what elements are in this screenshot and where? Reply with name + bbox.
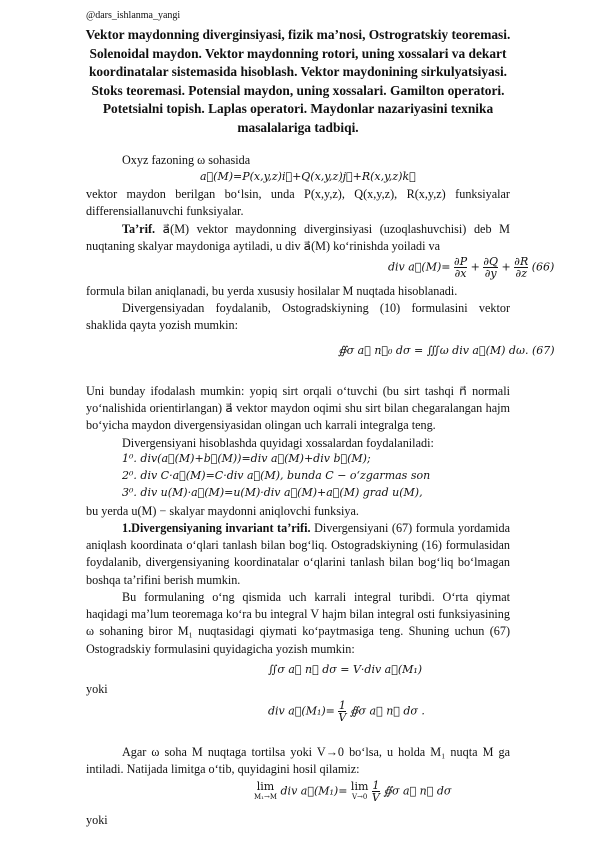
- equation-vector-field: a⃗(M)=P(x,y,z)i⃗+Q(x,y,z)j⃗+R(x,y,z)k⃗: [200, 170, 416, 183]
- definition-paragraph: [86, 221, 510, 255]
- paragraph-properties-intro: Divergensiyani hisoblashda quyidagi xossalardan foydalaniladi:: [122, 436, 434, 450]
- paragraph-mean-value: Bu formulaning o‘ng qismida uch karrali integral turibdi. O‘rta qiymat haqidagi ma’lum teoremaga ko‘ra bu integral V hajm bilan integral osti funksiyasining ω sohaning biror M₁ nuqtasidagi qiymati ko‘paytmasiga teng. Shuning uchun (67) Ostogradskiy formulasini quyidagicha yozish mumkin:: [86, 590, 510, 656]
- equation-70: [254, 780, 451, 803]
- invariant-definition-paragraph: [86, 520, 510, 589]
- eq70-right: ∯σ a⃗ n⃗ dσ: [383, 784, 452, 798]
- property-2: 2⁰. div C·a⃗(M)=C·div a⃗(M), bunda C − o‘zgarmas son: [122, 469, 431, 482]
- eq66-frac-p: $\frac{\partial P}{\partial x}$: [454, 255, 468, 280]
- paragraph-ostrogradsky: Divergensiyadan foydalanib, Ostogradskiyning (10) formulasini vektor shaklida qayta yozish mumkin:: [86, 301, 510, 333]
- invariant-label: 1.Divergensiyaning invariant ta’rifi.: [122, 521, 311, 535]
- property-1: 1⁰. div(a⃗(M)+b⃗(M))=div a⃗(M)+div b⃗(M);: [122, 452, 371, 465]
- eq66-number: (66): [531, 260, 555, 274]
- eq69-rhs: ∯σ a⃗ n⃗ dσ .: [349, 704, 425, 718]
- equation-68: ∬σ a⃗ n⃗ dσ = V·div a⃗(M₁): [268, 663, 423, 676]
- paragraph-flux: Uni bunday ifodalash mumkin: yopiq sirt orqali o‘tuvchi (bu sirt tashqi n⃗ normali yo‘nalishida orientirlangan) a⃗ vektor maydon oqimi shu sirt bilan chegaralangan hajm bo‘yicha maydon divergensiyasidan olingan uch karrali integralga teng.: [86, 384, 510, 433]
- page-title: Vektor maydonning diverginsiyasi, fizik ma’nosi, Ostrogratskiy teoremasi. Solenoidal maydon. Vektor maydonning rotori, uning xossalari va dekart koordinatalar sistemasida hisoblash. Vektor maydonining sirkulyatsiyasi. Stoks teoremasi. Potensial maydon, uning xossalari. Gamilton operatori. Potetsialni topish. Laplas operatori. Maydonlar nazariyasini texnika masalalariga tadbiqi.: [85, 27, 511, 135]
- yoki-2: yoki: [86, 813, 108, 827]
- paragraph-partials: formula bilan aniqlanadi, bu yerda xususiy hosilalar M nuqtada hisoblanadi.: [86, 284, 458, 298]
- property-3: 3⁰. div u(M)·a⃗(M)=u(M)·div a⃗(M)+a⃗(M) grad u(M),: [122, 486, 423, 499]
- limit-left: lim M₁→M: [254, 779, 278, 801]
- eq69-frac: $\frac{1}{V}$: [338, 699, 347, 724]
- equation-69: [268, 700, 425, 723]
- paragraph-limit: Agar ω soha M nuqtaga tortilsa yoki V→0 bo‘lsa, u holda M₁ nuqta M ga intiladi. Natijada limitga o‘tib, quyidagini hosil qilamiz:: [86, 745, 510, 777]
- eq66-frac-r: $\frac{\partial R}{\partial z}$: [514, 255, 529, 280]
- eq69-lhs: div a⃗(M₁)=: [268, 704, 335, 718]
- eq70-left: div a⃗(M₁)=: [280, 784, 348, 798]
- equation-67: ∯σ a⃗ n⃗₀ dσ = ∭ω div a⃗(M) dω. (67): [338, 344, 555, 357]
- eq66-frac-q: $\frac{\partial Q}{\partial y}$: [483, 255, 499, 280]
- yoki-1: yoki: [86, 682, 108, 696]
- invariant-text: Divergensiyani (67) formula yordamida aniqlash koordinata o‘qlari tanlash bilan bog‘liq. Ostogradskiyning (16) formulasidan foydalanib, divergensiyaning koordinatalar o‘qlarini tanlash bilan bog‘liq bo‘lmagan boshqa ta’rifini berish mumkin.: [86, 521, 511, 587]
- paragraph-scalar-function: bu yerda u(M) − skalyar maydonni aniqlovchi funksiya.: [86, 504, 359, 518]
- equation-66: div a⃗(M)= $\frac{\partial P}{\partial x}$ + $\frac{\partial Q}{\partial y}$ + $\frac{\partial R}{\partial z}$ (66): [388, 255, 555, 280]
- definition-text: a⃗(M) vektor maydonning diverginsiyasi (uzoqlashuvchisi) deb M nuqtaning skalyar maydoniga aytiladi, u div a⃗(M) ko‘rinishda yoiladi va: [86, 222, 510, 254]
- eq70-frac: $\frac{1}{V}$: [371, 779, 380, 804]
- definition-label: Ta’rif.: [122, 222, 156, 236]
- eq66-lhs: div a⃗(M)=: [388, 260, 451, 274]
- channel-header: @dars_ishlanma_yangi: [86, 10, 181, 21]
- limit-right: lim V→0: [350, 779, 369, 801]
- intro-line: Oxyz fazoning ω sohasida: [122, 153, 251, 167]
- paragraph-functions: vektor maydon berilgan bo‘lsin, unda P(x,y,z), Q(x,y,z), R(x,y,z) funksiyalar differensiallanuvchi funksiyalar.: [86, 187, 510, 219]
